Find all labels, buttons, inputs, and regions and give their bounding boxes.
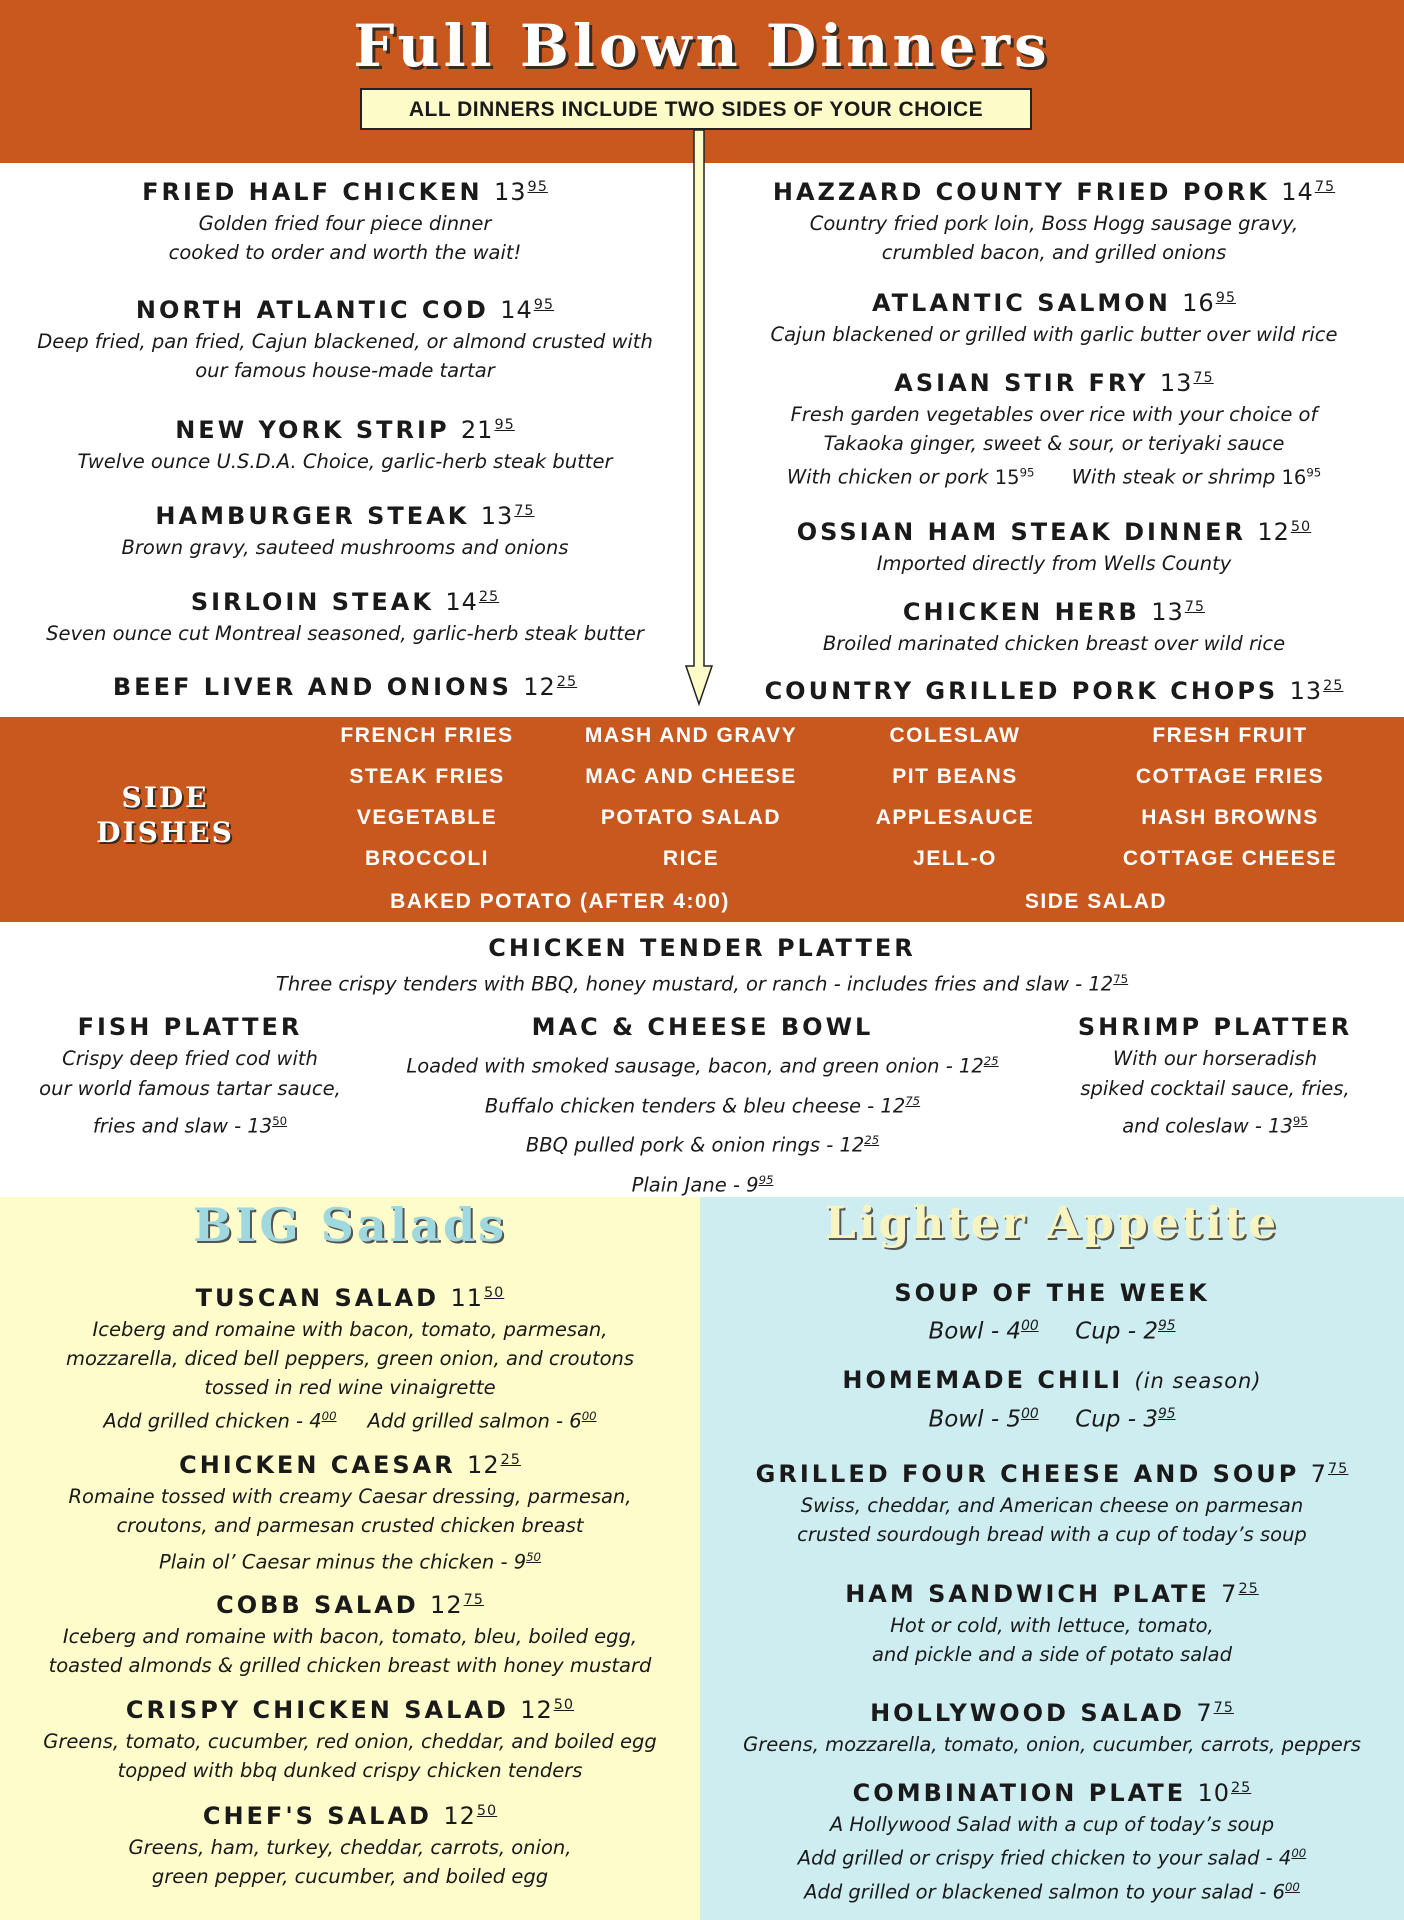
side-item: PIT BEANS — [892, 765, 1018, 788]
item-price: 13 — [1159, 369, 1193, 397]
dinner-beef-liver — [0, 665, 690, 704]
side-item: RICE — [662, 847, 720, 870]
item-desc: Seven ounce cut Montreal seasoned, garlic-herb steak butter — [46, 622, 644, 645]
dinner-ossian-ham-steak — [704, 510, 1404, 578]
item-price: 14 — [445, 588, 478, 616]
item-price: 12 — [523, 673, 556, 701]
side-title-line: SIDE — [121, 781, 209, 814]
item-desc: Imported directly from Wells County — [876, 552, 1232, 575]
side-dishes-title — [50, 780, 280, 850]
dinner-sirloin-steak — [0, 580, 690, 648]
item-price-cents: 75 — [1184, 599, 1206, 615]
mac-cheese-bowl — [370, 1010, 1035, 1202]
item-price: 11 — [450, 1284, 483, 1312]
item-price: 13 — [480, 502, 514, 530]
item-price-cents: 25 — [1238, 1581, 1259, 1597]
item-desc: Crispy deep fried cod with — [62, 1047, 318, 1070]
item-desc: crumbled bacon, and grilled onions — [881, 241, 1227, 264]
salad-cobb — [0, 1583, 700, 1680]
item-price: 13 — [1289, 677, 1323, 705]
side-item: SIDE SALAD — [1024, 890, 1168, 913]
item-name: GRILLED FOUR CHEESE AND SOUP — [755, 1460, 1300, 1488]
item-name: ATLANTIC SALMON — [871, 289, 1171, 317]
item-price-cents: 75 — [1193, 370, 1214, 386]
item-name: HAM SANDWICH PLATE — [845, 1580, 1210, 1608]
salad-add-ons — [0, 1402, 700, 1436]
item-price-cents: 75 — [514, 503, 535, 519]
item-desc: Iceberg and romaine with bacon, tomato, parmesan, — [92, 1318, 608, 1341]
side-col-2 — [561, 723, 821, 887]
item-price-cents: 50 — [553, 1697, 575, 1713]
item-name: CHEF'S SALAD — [202, 1802, 432, 1830]
item-name: OSSIAN HAM STEAK DINNER — [796, 518, 1246, 546]
side-item: STEAK FRIES — [349, 765, 505, 788]
item-price-cents: 95 — [533, 297, 555, 313]
item-name: HOLLYWOOD SALAD — [870, 1699, 1185, 1727]
bowl-cents: 00 — [1021, 1318, 1039, 1334]
option-price-cents: 95 — [1019, 465, 1035, 479]
item-desc: Plain ol’ Caesar minus the chicken - 9 — [158, 1550, 527, 1574]
item-desc: Cajun blackened or grilled with garlic butter over wild rice — [770, 323, 1338, 346]
mac-option: Buffalo chicken tenders & bleu cheese - 12 — [484, 1094, 906, 1117]
item-price: 7 — [1196, 1699, 1213, 1727]
cup-price: Cup - 3 — [1075, 1406, 1158, 1433]
item-desc: Golden fried four piece dinner — [198, 212, 492, 235]
dinner-country-pork-chops — [704, 669, 1404, 708]
item-price-cents: 50 — [1290, 519, 1312, 535]
item-price: 12 — [1257, 518, 1290, 546]
dinner-asian-stir-fry — [704, 361, 1404, 492]
item-price: 7 — [1221, 1580, 1238, 1608]
item-desc: Greens, tomato, cucumber, red onion, cheddar, and boiled egg — [43, 1730, 657, 1753]
item-desc: tossed in red wine vinaigrette — [204, 1376, 496, 1399]
dinner-north-atlantic-cod — [0, 288, 690, 385]
item-desc: Iceberg and romaine with bacon, tomato, bleu, boiled egg, — [62, 1625, 638, 1648]
item-name: NEW YORK STRIP — [175, 416, 450, 444]
sides-banner: ALL DINNERS INCLUDE TWO SIDES OF YOUR CHOICE — [360, 88, 1032, 130]
side-item: APPLESAUCE — [875, 806, 1035, 829]
item-desc: cooked to order and worth the wait! — [168, 241, 522, 264]
add-on: Add grilled chicken - 4 — [103, 1409, 322, 1433]
side-item: MASH AND GRAVY — [584, 724, 798, 747]
item-desc: spiked cocktail sauce, fries, — [1080, 1077, 1350, 1100]
item-price-cents: 25 — [983, 1054, 999, 1068]
combo-add-on: Add grilled or blackened salmon to your salad - 6 — [804, 1880, 1285, 1903]
item-price-cents: 50 — [272, 1114, 288, 1128]
side-item: COLESLAW — [889, 724, 1021, 747]
item-price-cents: 75 — [905, 1093, 921, 1108]
dinner-hamburger-steak — [0, 494, 690, 562]
item-desc: and coleslaw - 13 — [1122, 1114, 1293, 1138]
item-desc: Country fried pork loin, Boss Hogg sausage gravy, — [809, 212, 1299, 235]
cup-cents: 95 — [1157, 1318, 1176, 1334]
item-price: 21 — [460, 416, 494, 444]
ham-sandwich-plate — [700, 1572, 1404, 1669]
item-name: CHICKEN HERB — [902, 598, 1140, 626]
add-on-cents: 00 — [581, 1409, 597, 1423]
item-desc: topped with bbq dunked crispy chicken tenders — [117, 1759, 583, 1782]
dinner-hazzard-county-pork — [704, 170, 1404, 267]
item-name: SIRLOIN STEAK — [190, 588, 434, 616]
item-price-cents: 95 — [758, 1172, 774, 1187]
side-col-1 — [317, 723, 537, 887]
option-price: 16 — [1281, 465, 1307, 489]
item-desc: Twelve ounce U.S.D.A. Choice, garlic-herb steak butter — [77, 450, 613, 473]
mac-option: Loaded with smoked sausage, bacon, and green onion - 12 — [406, 1054, 984, 1078]
item-price-cents: 75 — [1113, 972, 1129, 986]
hollywood-salad — [700, 1691, 1404, 1759]
item-desc: Takaoka ginger, sweet & sour, or teriyaki sauce — [823, 432, 1285, 455]
item-desc: mozzarella, diced bell peppers, green onion, and croutons — [65, 1347, 635, 1370]
side-item: COTTAGE FRIES — [1135, 765, 1325, 788]
side-item: JELL-O — [913, 847, 997, 870]
item-price: 13 — [1151, 598, 1184, 626]
item-name: HOMEMADE CHILI — [842, 1366, 1124, 1394]
item-price: 12 — [430, 1591, 463, 1619]
side-col-4 — [1100, 723, 1360, 887]
item-name: HAZZARD COUNTY FRIED PORK — [772, 178, 1270, 206]
fish-platter — [20, 1010, 360, 1144]
item-price-cents: 50 — [476, 1803, 498, 1819]
side-item: BROCCOLI — [365, 847, 489, 870]
item-name: MAC & CHEESE BOWL — [531, 1013, 874, 1041]
item-desc: With our horseradish — [1112, 1047, 1318, 1070]
item-name: SHRIMP PLATTER — [1077, 1013, 1353, 1041]
item-price-cents: 50 — [484, 1285, 505, 1301]
item-price-cents: 75 — [463, 1592, 484, 1608]
side-item: COTTAGE CHEESE — [1122, 847, 1338, 870]
salad-crispy-chicken — [0, 1688, 700, 1785]
item-desc: Three crispy tenders with BBQ, honey mustard, or ranch - includes fries and slaw - 12 — [275, 972, 1114, 996]
item-desc: our famous house-made tartar — [195, 359, 495, 382]
item-desc: croutons, and parmesan crusted chicken breast — [116, 1514, 584, 1537]
soup-of-the-week — [700, 1276, 1404, 1348]
option-label: With steak or shrimp — [1071, 465, 1276, 489]
menu-title: Full Blown Dinners — [353, 12, 1051, 80]
add-on-cents: 00 — [1291, 1846, 1307, 1860]
item-desc: green pepper, cucumber, and boiled egg — [151, 1865, 549, 1888]
item-price-cents: 25 — [1231, 1780, 1252, 1796]
item-price-cents: 25 — [478, 589, 500, 605]
item-desc: Greens, mozzarella, tomato, onion, cucumber, carrots, peppers — [743, 1733, 1361, 1756]
homemade-chili — [700, 1363, 1404, 1436]
item-price-cents: 75 — [1314, 179, 1336, 195]
item-name: HAMBURGER STEAK — [155, 502, 470, 530]
item-price: 14 — [1281, 178, 1314, 206]
side-item: POTATO SALAD — [600, 806, 782, 829]
bowl-price: Bowl - 4 — [928, 1318, 1022, 1345]
side-item: FRENCH FRIES — [340, 724, 514, 747]
chili-note: (in season) — [1134, 1369, 1262, 1393]
item-desc: Swiss, cheddar, and American cheese on parmesan — [800, 1494, 1304, 1517]
item-price: 13 — [494, 178, 527, 206]
option-price-cents: 95 — [1306, 465, 1322, 479]
item-name: COMBINATION PLATE — [852, 1779, 1187, 1807]
cup-price: Cup - 2 — [1075, 1318, 1158, 1345]
salad-chefs — [0, 1794, 700, 1891]
item-price: 7 — [1310, 1460, 1328, 1488]
salad-tuscan — [0, 1276, 700, 1436]
mac-option: Plain Jane - 9 — [631, 1173, 759, 1196]
item-price-cents: 95 — [494, 417, 515, 433]
item-desc: A Hollywood Salad with a cup of today’s soup — [829, 1813, 1275, 1836]
dinner-fried-half-chicken — [0, 170, 690, 267]
side-item: MAC AND CHEESE — [585, 765, 797, 788]
dinner-new-york-strip — [0, 408, 690, 476]
item-desc: fries and slaw - 13 — [92, 1114, 273, 1138]
item-price-cents: 25 — [864, 1133, 880, 1147]
item-price-cents: 50 — [526, 1550, 541, 1564]
side-item: FRESH FRUIT — [1152, 724, 1308, 747]
add-on-cents: 00 — [321, 1409, 337, 1423]
side-item: VEGETABLE — [356, 806, 498, 829]
item-price-cents: 75 — [1328, 1461, 1349, 1477]
chicken-tender-platter — [0, 931, 1404, 999]
item-price: 12 — [443, 1802, 476, 1830]
item-desc: toasted almonds & grilled chicken breast with honey mustard — [48, 1654, 652, 1677]
item-desc: Hot or cold, with lettuce, tomato, — [890, 1614, 1214, 1637]
item-desc: crusted sourdough bread with a cup of today’s soup — [797, 1523, 1307, 1546]
option-label: With chicken or pork — [786, 465, 989, 489]
grilled-four-cheese — [700, 1452, 1404, 1549]
item-price-cents: 95 — [527, 179, 548, 195]
item-price: 12 — [520, 1696, 553, 1724]
item-price: 10 — [1197, 1779, 1230, 1807]
item-name: FRIED HALF CHICKEN — [142, 178, 483, 206]
big-salads-title: BIG Salads — [192, 1198, 508, 1252]
option-price: 15 — [994, 465, 1020, 489]
item-name: CRISPY CHICKEN SALAD — [125, 1696, 509, 1724]
item-name: SOUP OF THE WEEK — [894, 1279, 1210, 1307]
item-name: FISH PLATTER — [77, 1013, 303, 1041]
item-name: NORTH ATLANTIC COD — [135, 296, 489, 324]
dinner-atlantic-salmon — [704, 281, 1404, 349]
combination-plate — [700, 1771, 1404, 1906]
shrimp-platter — [1050, 1010, 1380, 1144]
mac-option: BBQ pulled pork & onion rings - 12 — [525, 1133, 865, 1157]
stir-fry-options — [704, 458, 1404, 492]
side-item: HASH BROWNS — [1141, 806, 1319, 829]
lighter-appetite-title: Lighter Appetite — [824, 1198, 1280, 1249]
item-price: 16 — [1182, 289, 1215, 317]
item-price-cents: 75 — [1213, 1700, 1234, 1716]
item-desc: Greens, ham, turkey, cheddar, carrots, onion, — [128, 1836, 572, 1859]
item-name: COBB SALAD — [216, 1591, 419, 1619]
item-price: 14 — [500, 296, 533, 324]
item-price-cents: 95 — [1292, 1114, 1308, 1128]
bowl-price: Bowl - 5 — [928, 1406, 1022, 1433]
item-name: TUSCAN SALAD — [195, 1284, 440, 1312]
bowl-cents: 00 — [1021, 1406, 1039, 1422]
item-desc: and pickle and a side of potato salad — [871, 1643, 1233, 1666]
add-on: Add grilled salmon - 6 — [367, 1409, 582, 1433]
item-name: COUNTRY GRILLED PORK CHOPS — [764, 677, 1279, 705]
item-desc: Brown gravy, sauteed mushrooms and onions — [121, 536, 569, 559]
cup-cents: 95 — [1157, 1406, 1176, 1422]
item-name: CHICKEN TENDER PLATTER — [488, 934, 916, 962]
item-name: BEEF LIVER AND ONIONS — [112, 673, 512, 701]
salad-chicken-caesar — [0, 1443, 700, 1580]
item-desc: Broiled marinated chicken breast over wild rice — [822, 632, 1286, 655]
side-col-3 — [850, 723, 1060, 887]
item-name: ASIAN STIR FRY — [894, 369, 1149, 397]
combo-add-on: Add grilled or crispy fried chicken to your salad - 4 — [797, 1846, 1292, 1870]
side-title-line: DISHES — [96, 816, 234, 849]
item-price: 12 — [467, 1451, 500, 1479]
item-name: CHICKEN CAESAR — [179, 1451, 456, 1479]
item-price-cents: 25 — [556, 674, 578, 690]
item-price-cents: 95 — [1215, 290, 1237, 306]
add-on-cents: 00 — [1285, 1879, 1300, 1894]
item-price-cents: 25 — [500, 1452, 521, 1468]
item-desc: Fresh garden vegetables over rice with your choice of — [790, 403, 1318, 426]
dinner-chicken-herb — [704, 590, 1404, 658]
side-item: BAKED POTATO (AFTER 4:00) — [390, 890, 730, 913]
item-price-cents: 25 — [1323, 678, 1344, 694]
item-desc: Deep fried, pan fried, Cajun blackened, or almond crusted with — [37, 330, 653, 353]
item-desc: our world famous tartar sauce, — [39, 1077, 341, 1100]
item-desc: Romaine tossed with creamy Caesar dressing, parmesan, — [68, 1485, 632, 1508]
